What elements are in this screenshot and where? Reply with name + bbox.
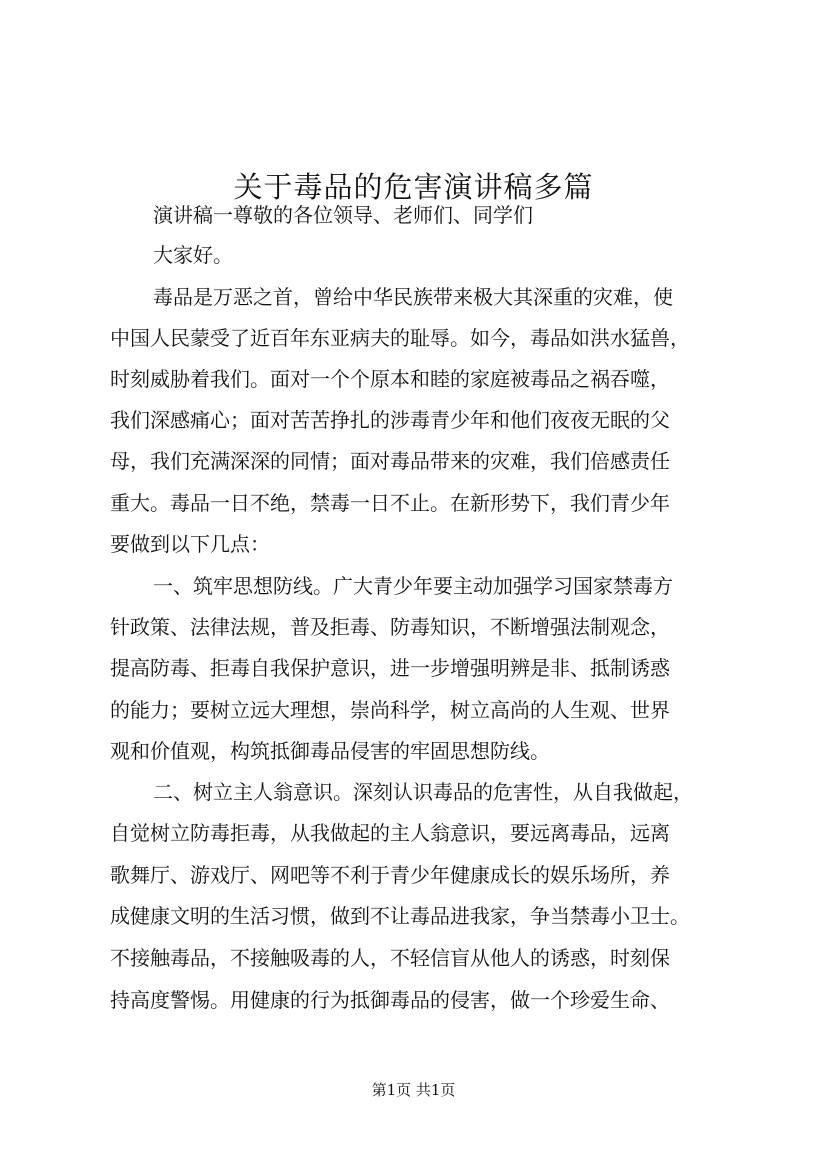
text-line: 一、筑牢思想防线。广大青少年要主动加强学习国家禁毒方 — [153, 574, 673, 598]
text-line: 演讲稿一尊敬的各位领导、老师们、同学们 — [153, 203, 533, 227]
text-line: 要做到以下几点： — [110, 532, 270, 556]
text-line: 歌舞厅、游戏厅、网吧等不利于青少年健康成长的娱乐场所，养 — [110, 863, 670, 887]
document-title: 关于毒品的危害演讲稿多篇 — [233, 170, 594, 205]
text-line: 重大。毒品一日不绝，禁毒一日不止。在新形势下，我们青少年 — [110, 491, 670, 515]
text-line: 不接触毒品，不接触吸毒的人，不轻信盲从他人的诱惑，时刻保 — [110, 946, 670, 970]
text-line: 提高防毒、拒毒自我保护意识，进一步增强明辨是非、抵制诱惑 — [110, 656, 670, 680]
text-line: 自觉树立防毒拒毒，从我做起的主人翁意识，要远离毒品，远离 — [110, 821, 670, 845]
text-line: 观和价值观，构筑抵御毒品侵害的牢固思想防线。 — [110, 739, 550, 763]
text-line: 母，我们充满深深的同情；面对毒品带来的灾难，我们倍感责任 — [110, 449, 670, 473]
text-line: 的能力；要树立远大理想，崇尚科学，树立高尚的人生观、世界 — [110, 698, 670, 722]
text-line: 大家好。 — [153, 243, 233, 267]
text-line: 二、树立主人翁意识。深刻认识毒品的危害性，从自我做起， — [153, 780, 693, 804]
text-line: 成健康文明的生活习惯，做到不让毒品进我家，争当禁毒小卫士。 — [110, 904, 690, 928]
text-line: 时刻威胁着我们。面对一个个原本和睦的家庭被毒品之祸吞噬， — [110, 367, 670, 391]
page-footer: 第1页 共1页 — [371, 1081, 456, 1099]
text-line: 我们深感痛心；面对苦苦挣扎的涉毒青少年和他们夜夜无眠的父 — [110, 408, 670, 432]
text-line: 针政策、法律法规，普及拒毒、防毒知识，不断增强法制观念， — [110, 615, 670, 639]
text-line: 中国人民蒙受了近百年东亚病夫的耻辱。如今，毒品如洪水猛兽， — [110, 326, 690, 350]
text-line: 持高度警惕。用健康的行为抵御毒品的侵害，做一个珍爱生命、 — [110, 988, 670, 1012]
text-line: 毒品是万恶之首，曾给中华民族带来极大其深重的灾难，使 — [153, 285, 673, 309]
